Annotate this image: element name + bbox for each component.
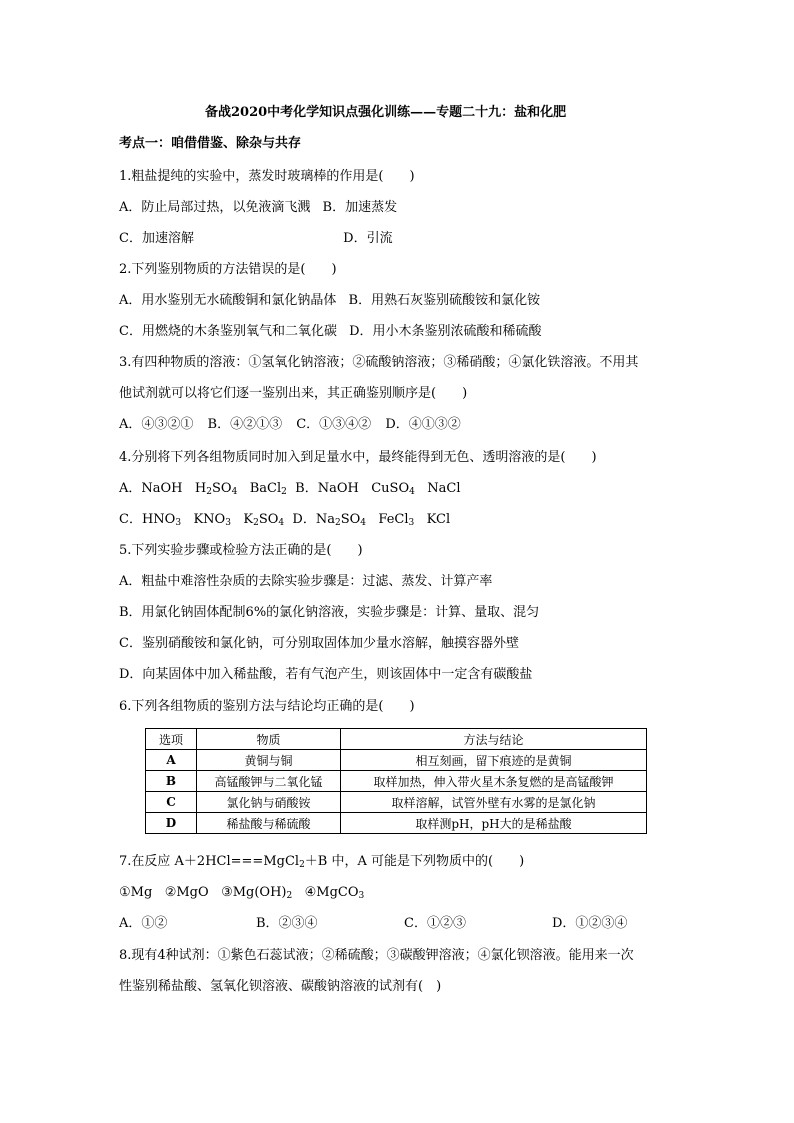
table-header: 物质 — [197, 729, 341, 750]
formula: KNO — [193, 512, 226, 527]
q4-option-a-label: A． — [119, 481, 142, 496]
formula: SO — [340, 512, 361, 527]
table-cell: 高锰酸钾与二氧化锰 — [197, 771, 341, 792]
formula-subscript: 2 — [281, 487, 287, 497]
q5-option-a: A．粗盐中难溶性杂质的去除实验步骤是：过滤、蒸发、计算产率 — [119, 574, 493, 589]
formula-subscript: 4 — [278, 518, 285, 528]
q3-option-a: A．④③②① — [119, 417, 194, 432]
table-cell: 取样溶解，试管外壁有水雾的是氯化钠 — [341, 792, 647, 813]
formula-subscript: 4 — [409, 487, 415, 497]
table-row — [146, 792, 647, 813]
table-header: 选项 — [146, 729, 197, 750]
q7-choice: ③Mg(OH) — [221, 885, 287, 900]
q3-option-d: D．④①③② — [385, 417, 461, 432]
q2-option-b: B．用熟石灰鉴别硫酸铵和氯化铵 — [348, 293, 541, 308]
formula: NaOH — [317, 481, 359, 496]
formula-subscript: 2 — [286, 891, 293, 901]
table-row — [146, 813, 647, 834]
table-cell: 取样加热，伸入带火星木条复燃的是高锰酸钾 — [341, 771, 647, 792]
table-cell: 氯化钠与硝酸铵 — [197, 792, 341, 813]
formula-subscript: 3 — [175, 518, 182, 528]
q2-option-a: A．用水鉴别无水硫酸铜和氯化钠晶体 — [119, 293, 337, 308]
table-cell: D — [146, 813, 197, 834]
question-4-stem: 4.分别将下列各组物质同时加入到足量水中，最终能得到无色、透明溶液的是( ) — [119, 450, 597, 465]
formula: NaCl — [427, 481, 461, 496]
formula: FeCl — [378, 512, 409, 527]
formula-subscript: 3 — [408, 518, 415, 528]
question-2-options-ab — [119, 292, 540, 310]
formula-subscript: 3 — [358, 891, 365, 901]
q7-choice: ④MgCO — [304, 885, 359, 900]
question-3-stem-line1: 3.有四种物质的溶液：①氢氧化钠溶液；②硫酸钠溶液；③稀硝酸；④氯化铁溶液。不用其 — [119, 355, 639, 370]
q3-option-b: B．④②①③ — [207, 417, 283, 432]
q2-option-d: D．用小木条鉴别浓硫酸和稀硫酸 — [349, 324, 542, 339]
formula: SO — [258, 512, 279, 527]
q1-option-d: D．引流 — [343, 231, 393, 246]
formula-subscript: 4 — [360, 518, 367, 528]
q5-option-b: B．用氯化钠固体配制6%的氯化钠溶液，实验步骤是：计算、量取、混匀 — [119, 605, 540, 620]
table-header-row — [146, 729, 647, 750]
question-8-stem-line1: 8.现有4种试剂：①紫色石蕊试液；②稀硫酸；③碳酸钾溶液；④氯化钡溶液。能用来一次 — [119, 948, 634, 963]
q2-option-c: C．用燃烧的木条鉴别氧气和二氧化碳 — [119, 324, 337, 339]
q1-option-b: B．加速蒸发 — [322, 200, 398, 215]
question-1-options-ab — [119, 199, 397, 217]
q7-option-b: B．②③④ — [256, 916, 318, 931]
question-2-stem: 2.下列鉴别物质的方法错误的是( ) — [119, 262, 337, 277]
table-cell: 相互刻画，留下痕迹的是黄铜 — [341, 750, 647, 771]
question-2-options-cd — [119, 323, 542, 341]
table-header: 方法与结论 — [341, 729, 647, 750]
formula: CuSO — [371, 481, 410, 496]
q3-option-c: C．①③④② — [296, 417, 372, 432]
q6-table — [145, 728, 647, 834]
question-5-stem: 5.下列实验步骤或检验方法正确的是( ) — [119, 543, 363, 558]
formula: Na — [315, 512, 335, 527]
q1-option-c: C．加速溶解 — [119, 231, 194, 246]
question-3-options — [119, 416, 461, 434]
table-cell: 稀盐酸与稀硫酸 — [197, 813, 341, 834]
q7-choice: ①Mg — [119, 885, 153, 900]
q5-option-c: C．鉴别硝酸铵和氯化钠，可分别取固体加少量水溶解，触摸容器外壁 — [119, 636, 519, 651]
q4-option-c-label: C． — [119, 512, 142, 527]
table-cell: C — [146, 792, 197, 813]
q4-option-d-label: D． — [292, 512, 316, 527]
formula: SO — [212, 481, 232, 496]
q7-stem-part: ＋B 中，A 可能是下列物质中的( ) — [304, 854, 525, 869]
formula: NaOH — [141, 481, 183, 496]
q7-option-c: C．①②③ — [404, 916, 466, 931]
table-cell: 黄铜与铜 — [197, 750, 341, 771]
q4-option-b-label: B． — [295, 481, 318, 496]
question-4-options-ab — [119, 480, 461, 498]
table-cell: B — [146, 771, 197, 792]
question-6-stem: 6.下列各组物质的鉴别方法与结论均正确的是( ) — [119, 699, 415, 714]
q5-option-d: D．向某固体中加入稀盐酸，若有气泡产生，则该固体中一定含有碳酸盐 — [119, 667, 533, 682]
formula: KCl — [426, 512, 451, 527]
formula-subscript: 2 — [206, 487, 212, 497]
table-row — [146, 771, 647, 792]
q7-option-a: A．①② — [119, 916, 168, 931]
q7-option-d: D．①②③④ — [552, 916, 628, 931]
question-3-stem-line2: 他试剂就可以将它们逐一鉴别出来，其正确鉴别顺序是( ) — [119, 386, 468, 401]
question-1-stem: 1.粗盐提纯的实验中，蒸发时玻璃棒的作用是( ) — [119, 169, 415, 184]
formula-subscript: 2 — [299, 860, 305, 870]
q7-stem-part: 7.在反应 A＋2HCl===MgCl — [119, 854, 300, 869]
question-1-options-cd — [119, 230, 393, 248]
formula-subscript: 4 — [231, 487, 238, 497]
page-title: 备战2020中考化学知识点强化训练——专题二十九：盐和化肥 — [205, 105, 567, 120]
formula: HNO — [141, 512, 176, 527]
table-cell: A — [146, 750, 197, 771]
question-7-options — [119, 915, 627, 933]
table-cell: 取样测pH，pH大的是稀盐酸 — [341, 813, 647, 834]
formula: K — [243, 512, 254, 527]
question-4-options-cd — [119, 511, 450, 529]
question-7-stem — [119, 853, 524, 871]
formula-subscript: 2 — [253, 518, 259, 528]
formula: BaCl — [249, 481, 282, 496]
section-heading: 考点一：咱借借鉴、除杂与共存 — [119, 136, 302, 151]
formula-subscript: 2 — [334, 518, 341, 528]
q7-choice: ②MgO — [164, 885, 209, 900]
table-row — [146, 750, 647, 771]
question-7-choices — [119, 884, 364, 902]
formula: H — [194, 481, 207, 496]
q1-option-a: A．防止局部过热，以免液滴飞溅 — [119, 200, 311, 215]
formula-subscript: 3 — [225, 518, 231, 528]
question-8-stem-line2: 性鉴别稀盐酸、氢氧化钡溶液、碳酸钠溶液的试剂有( ) — [119, 979, 442, 994]
